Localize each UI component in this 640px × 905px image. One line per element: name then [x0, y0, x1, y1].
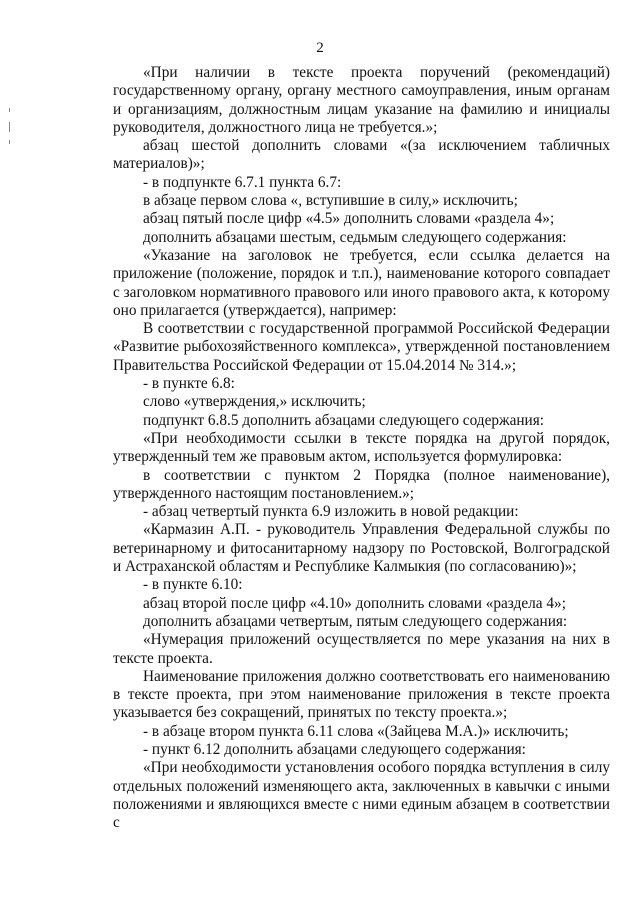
paragraph: - в абзаце втором пункта 6.11 слова «(Зайцева М.А.)» исключить;	[143, 722, 569, 740]
paragraph: - абзац четвертый пункта 6.9 изложить в новой редакции:	[143, 503, 519, 521]
paragraph: в абзаце первом слова «, вступившие в силу,» исключить;	[143, 192, 518, 210]
paragraph: «Кармазин А.П. - руководитель Управления Федеральной службы по ветеринарному и фитосанитарному надзору по Ростовской, Волгоградской и Астраханской областям и Республике Калмыкия (по согласованию)»;	[113, 521, 610, 576]
paragraph: В соответствии с государственной программой Российской Федерации «Развитие рыбохозяйственного комплекса», утвержденной постановлением Правительства Российской Федерации от 15.04.2014 № 314.»;	[113, 320, 610, 374]
paragraph: «При необходимости ссылки в тексте порядка на другой порядок, утвержденный тем же правовым актом, используется формулировка:	[113, 429, 610, 466]
document-body	[113, 64, 610, 832]
paragraph: дополнить абзацами шестым, седьмым следующего содержания:	[143, 228, 567, 246]
paragraph: слово «утверждения,» исключить;	[143, 393, 366, 411]
paragraph: Наименование приложения должно соответствовать его наименованию в тексте проекта, при этом наименование приложения в тексте проекта указывается без сокращений, принятых по тексту проекта.»;	[113, 667, 610, 722]
page-number: 2	[316, 40, 324, 56]
paragraph: - пункт 6.12 дополнить абзацами следующего содержания:	[143, 740, 526, 758]
paragraph: - в пункте 6.10:	[143, 576, 243, 594]
paragraph: дополнить абзацами четвертым, пятым следующего содержания:	[143, 612, 568, 630]
paragraph: «При необходимости установления особого порядка вступления в силу отдельных положений изменяющего акта, заключенных в кавычки с иными положениями и являющихся вместе с ними единым абзацем в соответствии с	[113, 759, 610, 832]
paragraph: «При наличии в тексте проекта поручений (рекомендаций) государственному органу, органу местного самоуправления, иным органам и организациям, должностным лицам указание на фамилию и инициалы руководителя, должностного лица не требуется.»;	[113, 64, 610, 136]
paragraph: абзац шестой дополнить словами «(за исключением табличных материалов)»;	[113, 137, 610, 173]
scan-mark	[9, 122, 10, 132]
paragraph: «Нумерация приложений осуществляется по мере указания на них в тексте проекта.	[113, 631, 610, 667]
paragraph: - в пункте 6.8:	[143, 375, 235, 393]
scan-mark	[9, 108, 10, 112]
paragraph: «Указание на заголовок не требуется, если ссылка делается на приложение (положение, порядок и т.п.), наименование которого совпадает с заголовком нормативного правового или иного правового акта, к которому оно прилагается (утверждается), например:	[113, 246, 610, 319]
paragraph: - в подпункте 6.7.1 пункта 6.7:	[143, 173, 342, 191]
paragraph: абзац пятый после цифр «4.5» дополнить словами «раздела 4»;	[143, 210, 555, 228]
paragraph: в соответствии с пунктом 2 Порядка (полное наименование), утвержденного настоящим постановлением.»;	[113, 466, 610, 502]
paragraph: подпункт 6.8.5 дополнить абзацами следующего содержания:	[143, 411, 545, 429]
scan-mark	[9, 140, 10, 144]
paragraph: абзац второй после цифр «4.10» дополнить словами «раздела 4»;	[143, 594, 566, 612]
